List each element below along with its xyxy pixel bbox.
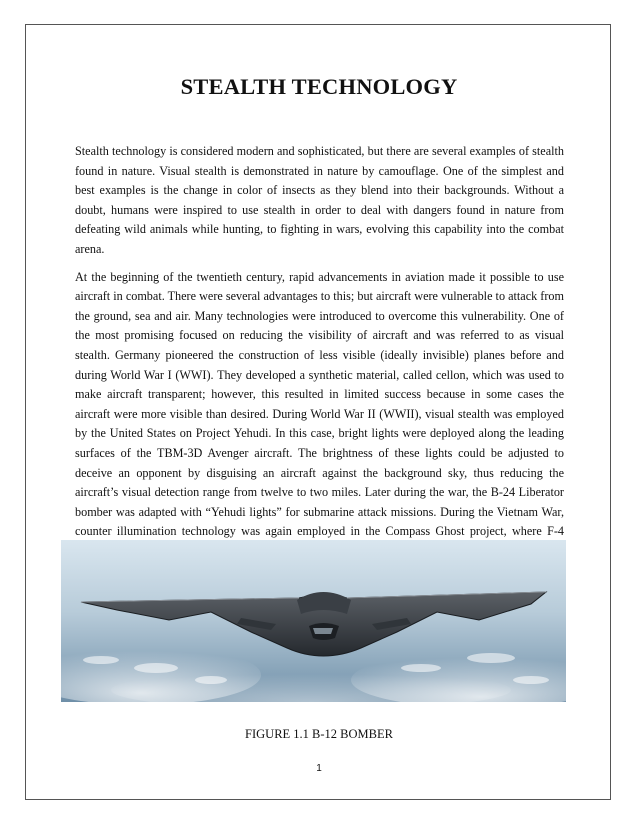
paragraph-1: Stealth technology is considered modern and sophisticated, but there are several examples of stealth found in nature. Visual stealth is demonstrated in nature by camouflage. One of the simplest and best examples is the change in color of insects as they blend into their backgrounds. Without a doubt, humans were inspired to use stealth in order to deal with dangers found in nature from defeating wild animals while hunting, to fighting in wars, evolving this capability into the combat arena. bbox=[75, 144, 564, 256]
document-title: STEALTH TECHNOLOGY bbox=[180, 74, 458, 99]
paragraph-2: At the beginning of the twentieth century, rapid advancements in aviation made it possible to use aircraft in combat. There were several advantages to this; but aircraft were vulnerable to attack from the ground, sea and air. Many technologies were introduced to overcome this vulnerability. One of the most promising focused on reducing the visibility of aircraft and was referred to as visual stealth. Germany pioneered the construction of less visible (ideally invisible) planes before and during World War I (WWI). They developed a synthetic material, called cellon, which was used to make aircraft transparent; however, this resulted in limited success because in some cases the aircraft were more visible than desired. During World War II (WWII), visual stealth was employed by the United States on Project Yehudi. In this case, bright lights were deployed along the leading surfaces of the TBM-3D Avenger aircraft. The brightness of these lights could be adjusted to deceive an opponent by disguising an aircraft against the background sky, thus reducing the aircraft’s visual detection range from twelve to two miles. Later during the war, the B-24 Liberator bomber was adapted with “Yehudi lights” for submarine attack missions. During the Vietnam War, counter illumination technology was again employed in the Compass Ghost project, where F-4 bbox=[75, 269, 564, 539]
page-number: 1 bbox=[316, 763, 322, 774]
figure-caption: FIGURE 1.1 B-12 BOMBER bbox=[245, 727, 393, 741]
bomber-photo bbox=[61, 540, 566, 702]
body-text bbox=[75, 142, 564, 569]
